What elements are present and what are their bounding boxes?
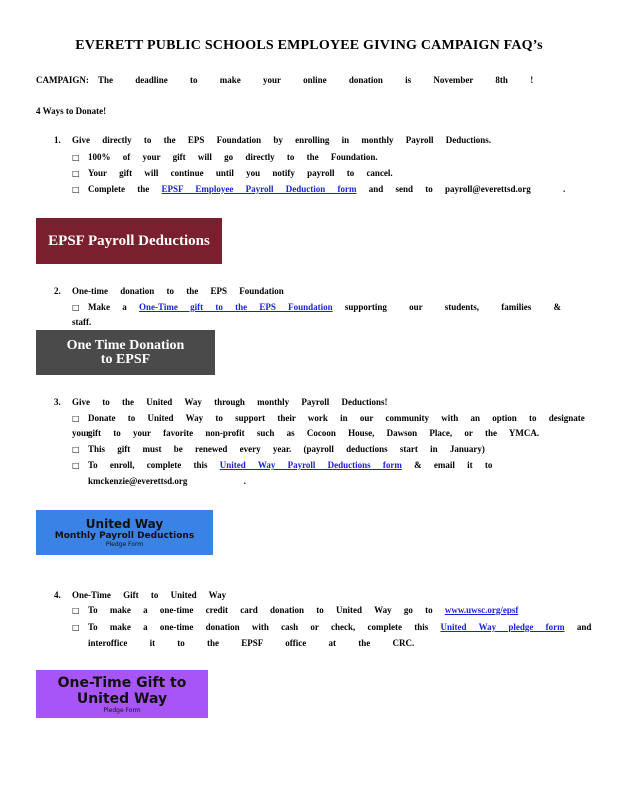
button-line1: One Time Donation (66, 337, 185, 353)
item4-bullet2-line2: interoffice it to the EPSF office at the CRC. (88, 638, 415, 648)
campaign-text: The deadline to make your online donation is November 8th ! (98, 75, 534, 85)
item1-text (54, 133, 574, 148)
square-bullet-icon: □ (72, 414, 80, 423)
item3-bullet1-line2: gift to your favorite non-profit such as Cocoon House, Dawson Place, or the YMCA. (88, 428, 540, 438)
item1-label: Give directly to the EPS Foundation by enrolling in monthly Payroll Deductions. (72, 135, 492, 145)
button-line3: Pledge Form (103, 706, 141, 714)
epsf-payroll-form-link[interactable]: EPSF Employee Payroll Deduction form (161, 184, 357, 194)
bullet-text: Donate to United Way to support their work in our community with an option to designate your (72, 413, 585, 438)
item1-bullet3 (72, 182, 592, 197)
square-bullet-icon: □ (72, 153, 80, 162)
item4-bullet2 (72, 620, 612, 635)
bullet-end: . (243, 476, 246, 486)
bullet-end: . (563, 184, 566, 194)
button-line3: Pledge Form (105, 541, 144, 548)
item2-text (54, 284, 284, 299)
bullet-text: and send to payroll@everettsd.org (368, 184, 531, 194)
item3-bullet3 (72, 458, 592, 473)
item4-text (54, 588, 226, 603)
uwsc-epsf-link[interactable]: www.uwsc.org/epsf (444, 605, 519, 615)
square-bullet-icon: □ (72, 606, 80, 615)
item4-number: 4. (54, 590, 61, 600)
square-bullet-icon: □ (72, 445, 80, 454)
bullet-text: Your gift will continue until you notify payroll to cancel. (88, 168, 393, 178)
item4-label: One-Time Gift to United Way (72, 590, 227, 600)
button-line2: to EPSF (100, 351, 151, 367)
united-way-pledge-form-link[interactable]: United Way pledge form (440, 622, 565, 632)
epsf-payroll-deductions-button[interactable]: EPSF Payroll Deductions (36, 218, 222, 264)
bullet-text: Make a (88, 302, 127, 312)
button-line2: United Way (76, 690, 168, 707)
united-way-payroll-pledge-button[interactable] (36, 510, 213, 555)
button-line1: One-Time Gift to (57, 674, 187, 691)
bullet-text: Complete the (88, 184, 150, 194)
bullet-text: To make a one-time donation with cash or check, complete this (88, 622, 429, 632)
ways-heading: 4 Ways to Donate! (36, 106, 107, 116)
square-bullet-icon: □ (72, 169, 80, 178)
square-bullet-icon: □ (72, 185, 80, 194)
square-bullet-icon: □ (72, 623, 80, 632)
item1-number: 1. (54, 135, 61, 145)
item4-bullet1 (72, 603, 592, 618)
square-bullet-icon: □ (72, 461, 80, 470)
kmckenzie-email-link[interactable]: kmckenzie@everettsd.org (88, 476, 188, 486)
item3-text (54, 395, 388, 410)
square-bullet-icon: □ (72, 303, 80, 312)
item3-bullet2 (72, 442, 485, 457)
item1-bullet2 (72, 166, 393, 181)
campaign-label: CAMPAIGN: (36, 75, 89, 85)
bullet-text: 100% of your gift will go directly to the Foundation. (88, 152, 378, 162)
item2-label: One-time donation to the EPS Foundation (72, 286, 284, 296)
united-way-payroll-form-link[interactable]: United Way Payroll Deductions form (219, 460, 402, 470)
one-time-donation-button[interactable] (36, 330, 215, 375)
item2-bullet1 (72, 300, 592, 330)
bullet-text: & email it to (414, 460, 493, 470)
item1-bullet1 (72, 150, 378, 165)
bullet-text: supporting our students, families & staff. (72, 302, 561, 327)
item2-number: 2. (54, 286, 61, 296)
button-line1: United Way (85, 517, 164, 531)
bullet-text: To make a one-time credit card donation to United Way go to (88, 605, 433, 615)
one-time-gift-epsf-link[interactable]: One-Time gift to the EPS Foundation (139, 302, 333, 312)
button-line2: Monthly Payroll Deductions (54, 531, 195, 541)
item3-label: Give to the United Way through monthly Payroll Deductions! (72, 397, 388, 407)
page-title: EVERETT PUBLIC SCHOOLS EMPLOYEE GIVING CAMPAIGN FAQ’s (75, 38, 543, 53)
bullet-text: and (576, 622, 592, 632)
item3-bullet3-line2 (88, 474, 246, 489)
one-time-gift-united-way-button[interactable] (36, 670, 208, 718)
bullet-text: To enroll, complete this (88, 460, 208, 470)
item3-number: 3. (54, 397, 61, 407)
bullet-text: This gift must be renewed every year. (payroll deductions start in January) (88, 444, 485, 454)
